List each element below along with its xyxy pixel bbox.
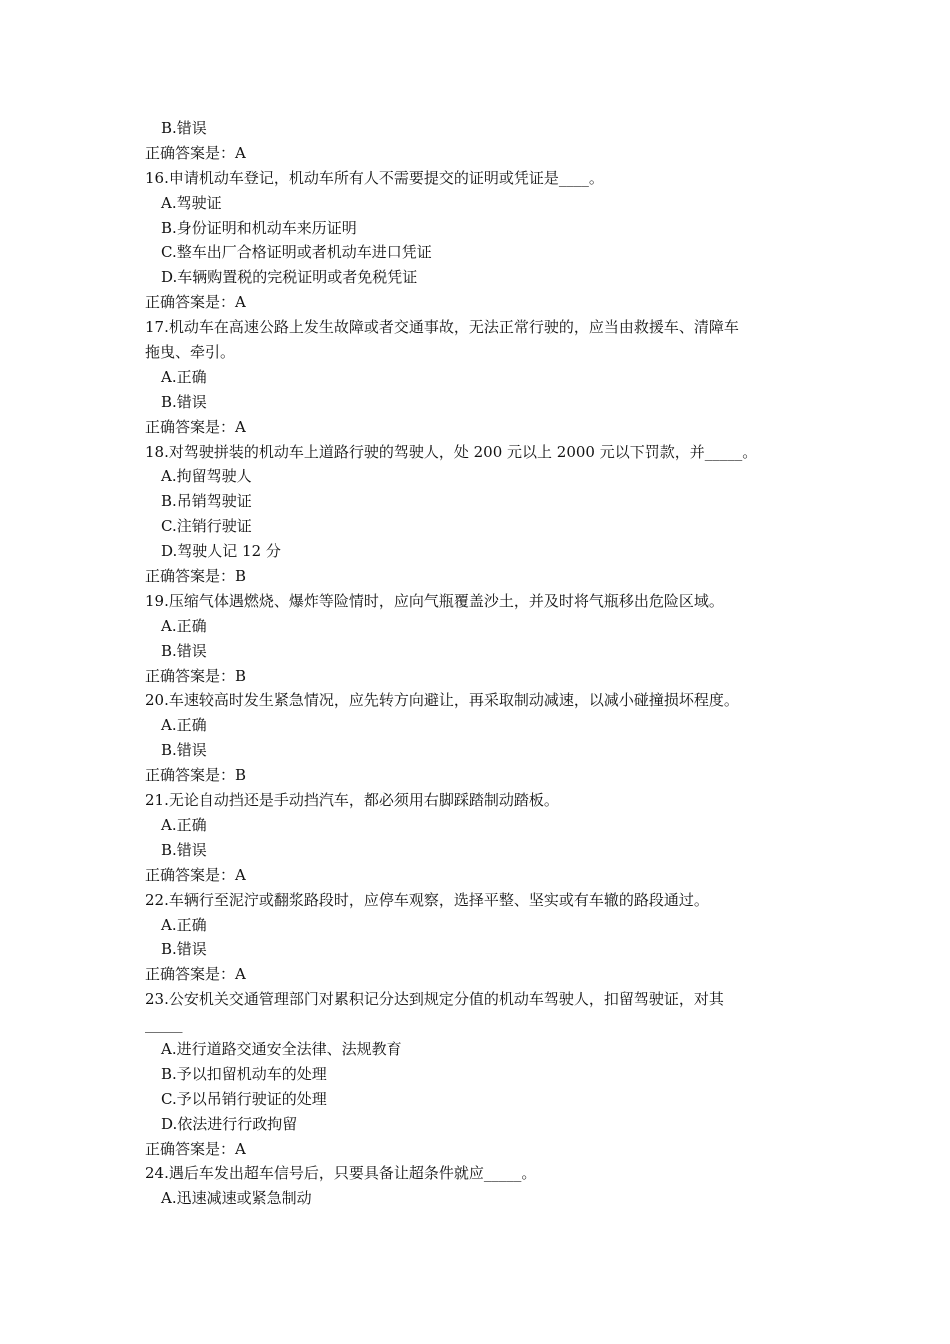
question-number: 21. bbox=[145, 791, 169, 810]
correct-answer: 正确答案是：A bbox=[145, 865, 246, 884]
answer-option: B.错误 bbox=[161, 840, 207, 859]
answer-option: B.错误 bbox=[161, 392, 207, 411]
question-text bbox=[145, 166, 815, 191]
answer-option: A.正确 bbox=[161, 616, 207, 635]
question-text bbox=[145, 315, 815, 340]
question-body: 对驾驶拼装的机动车上道路行驶的驾驶人，处 200 元以上 2000 元以下罚款，并_____。 bbox=[168, 442, 758, 461]
answer-option: C.整车出厂合格证明或者机动车进口凭证 bbox=[161, 243, 432, 262]
question-text bbox=[145, 888, 815, 913]
correct-answer: 正确答案是：A bbox=[145, 143, 246, 162]
question-text-continued: _____ bbox=[145, 1015, 183, 1034]
question-number: 19. bbox=[145, 591, 169, 610]
answer-option: A.进行道路交通安全法律、法规教育 bbox=[161, 1039, 402, 1058]
question-number: 20. bbox=[145, 691, 169, 710]
answer-option: B.错误 bbox=[161, 741, 207, 760]
question-list bbox=[145, 116, 815, 1211]
answer-option: C.注销行驶证 bbox=[161, 517, 252, 536]
answer-option: B.错误 bbox=[161, 119, 207, 137]
question-body: 遇后车发出超车信号后，只要具备让超条件就应_____。 bbox=[168, 1164, 537, 1183]
question-text bbox=[145, 440, 815, 465]
question-number: 23. bbox=[145, 990, 169, 1009]
question-text-continued: 拖曳、牵引。 bbox=[145, 343, 236, 362]
answer-option: B.错误 bbox=[161, 641, 207, 660]
answer-option: D.驾驶人记 12 分 bbox=[161, 542, 281, 561]
question-body: 公安机关交通管理部门对累积记分达到规定分值的机动车驾驶人，扣留驾驶证，对其 bbox=[168, 990, 724, 1009]
question-text bbox=[145, 589, 815, 614]
answer-option: D.车辆购置税的完税证明或者免税凭证 bbox=[161, 268, 418, 287]
correct-answer: 正确答案是：A bbox=[145, 417, 246, 436]
correct-answer: 正确答案是：A bbox=[145, 965, 246, 984]
answer-option: D.依法进行行政拘留 bbox=[161, 1114, 298, 1133]
answer-option: A.正确 bbox=[161, 815, 207, 834]
question-text bbox=[145, 788, 815, 813]
correct-answer: 正确答案是：B bbox=[145, 666, 247, 685]
correct-answer: 正确答案是：B bbox=[145, 567, 247, 586]
question-number: 18. bbox=[145, 442, 169, 461]
question-text bbox=[145, 688, 815, 713]
question-number: 17. bbox=[145, 318, 169, 337]
question-body: 申请机动车登记，机动车所有人不需要提交的证明或凭证是____。 bbox=[168, 168, 604, 187]
correct-answer: 正确答案是：A bbox=[145, 293, 246, 312]
answer-option: A.拘留驾驶人 bbox=[161, 467, 252, 486]
answer-option: B.错误 bbox=[161, 940, 207, 959]
correct-answer: 正确答案是：B bbox=[145, 766, 247, 785]
answer-option: A.正确 bbox=[161, 716, 207, 735]
answer-option: A.正确 bbox=[161, 367, 207, 386]
question-number: 22. bbox=[145, 890, 169, 909]
question-body: 车速较高时发生紧急情况，应先转方向避让，再采取制动减速，以减小碰撞损坏程度。 bbox=[168, 691, 739, 710]
answer-option: B.吊销驾驶证 bbox=[161, 492, 252, 511]
question-number: 16. bbox=[145, 168, 169, 187]
question-text bbox=[145, 987, 815, 1012]
answer-option: B.予以扣留机动车的处理 bbox=[161, 1064, 327, 1083]
answer-option: A.驾驶证 bbox=[161, 193, 222, 212]
answer-option: B.身份证明和机动车来历证明 bbox=[161, 218, 357, 237]
answer-option: A.迅速减速或紧急制动 bbox=[161, 1189, 312, 1208]
question-number: 24. bbox=[145, 1164, 169, 1183]
correct-answer: 正确答案是：A bbox=[145, 1139, 246, 1158]
question-body: 压缩气体遇燃烧、爆炸等险情时，应向气瓶覆盖沙土，并及时将气瓶移出危险区域。 bbox=[168, 591, 724, 610]
answer-option: A.正确 bbox=[161, 915, 207, 934]
answer-option: C.予以吊销行驶证的处理 bbox=[161, 1089, 327, 1108]
question-body: 机动车在高速公路上发生故障或者交通事故，无法正常行驶的，应当由救援车、清障车 bbox=[168, 318, 739, 337]
question-body: 无论自动挡还是手动挡汽车，都必须用右脚踩踏制动踏板。 bbox=[168, 791, 559, 810]
question-text bbox=[145, 1161, 815, 1186]
question-body: 车辆行至泥泞或翻浆路段时，应停车观察，选择平整、坚实或有车辙的路段通过。 bbox=[168, 890, 709, 909]
